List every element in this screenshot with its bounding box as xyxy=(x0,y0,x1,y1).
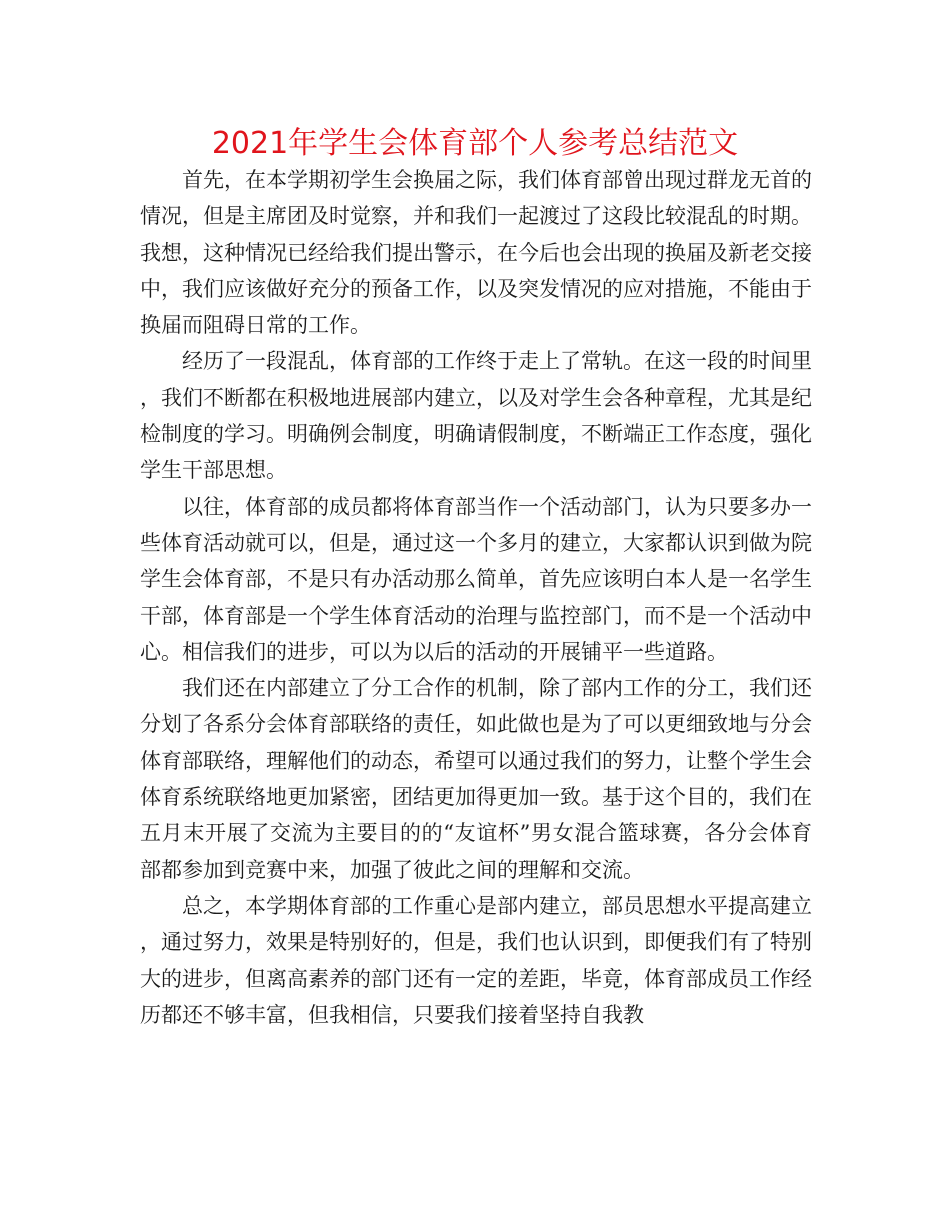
paragraph-1: 首先，在本学期初学生会换届之际，我们体育部曾出现过群龙无首的情况，但是主席团及时觉察，并和我们一起渡过了这段比较混乱的时期。我想，这种情况已经给我们提出警示，在今后也会出现的换届及新老交接中，我们应该做好充分的预备工作，以及突发情况的应对措施，不能由于换届而阻碍日常的工作。 xyxy=(140,168,812,338)
document-body xyxy=(140,162,812,1033)
paragraph-3: 以往，体育部的成员都将体育部当作一个活动部门，认为只要多办一些体育活动就可以，但是，通过这一个多月的建立，大家都认识到做为院学生会体育部，不是只有办活动那么简单，首先应该明白本人是一名学生干部，体育部是一个学生体育活动的治理与监控部门，而不是一个活动中心。相信我们的进步，可以为以后的活动的开展铺平一些道路。 xyxy=(140,494,812,664)
paragraph-2: 经历了一段混乱，体育部的工作终于走上了常轨。在这一段的时间里，我们不断都在积极地进展部内建立，以及对学生会各种章程，尤其是纪检制度的学习。明确例会制度，明确请假制度，不断端正工作态度，强化学生干部思想。 xyxy=(140,349,812,483)
paragraph-4: 我们还在内部建立了分工合作的机制，除了部内工作的分工，我们还分划了各系分会体育部联络的责任，如此做也是为了可以更细致地与分会体育部联络，理解他们的动态，希望可以通过我们的努力，让整个学生会体育系统联络地更加紧密，团结更加得更加一致。基于这个目的，我们在五月末开展了交流为主要目的的“友谊杯”男女混合篮球赛，各分会体育部都参加到竞赛中来，加强了彼此之间的理解和交流。 xyxy=(140,676,812,882)
paragraph-5: 总之，本学期体育部的工作重心是部内建立，部员思想水平提高建立，通过努力，效果是特别好的，但是，我们也认识到，即便我们有了特别大的进步，但离高素养的部门还有一定的差距，毕竟，体育部成员工作经历都还不够丰富，但我相信，只要我们接着坚持自我教 xyxy=(140,893,812,1027)
document-title: 2021年学生会体育部个人参考总结范文 xyxy=(211,126,739,161)
